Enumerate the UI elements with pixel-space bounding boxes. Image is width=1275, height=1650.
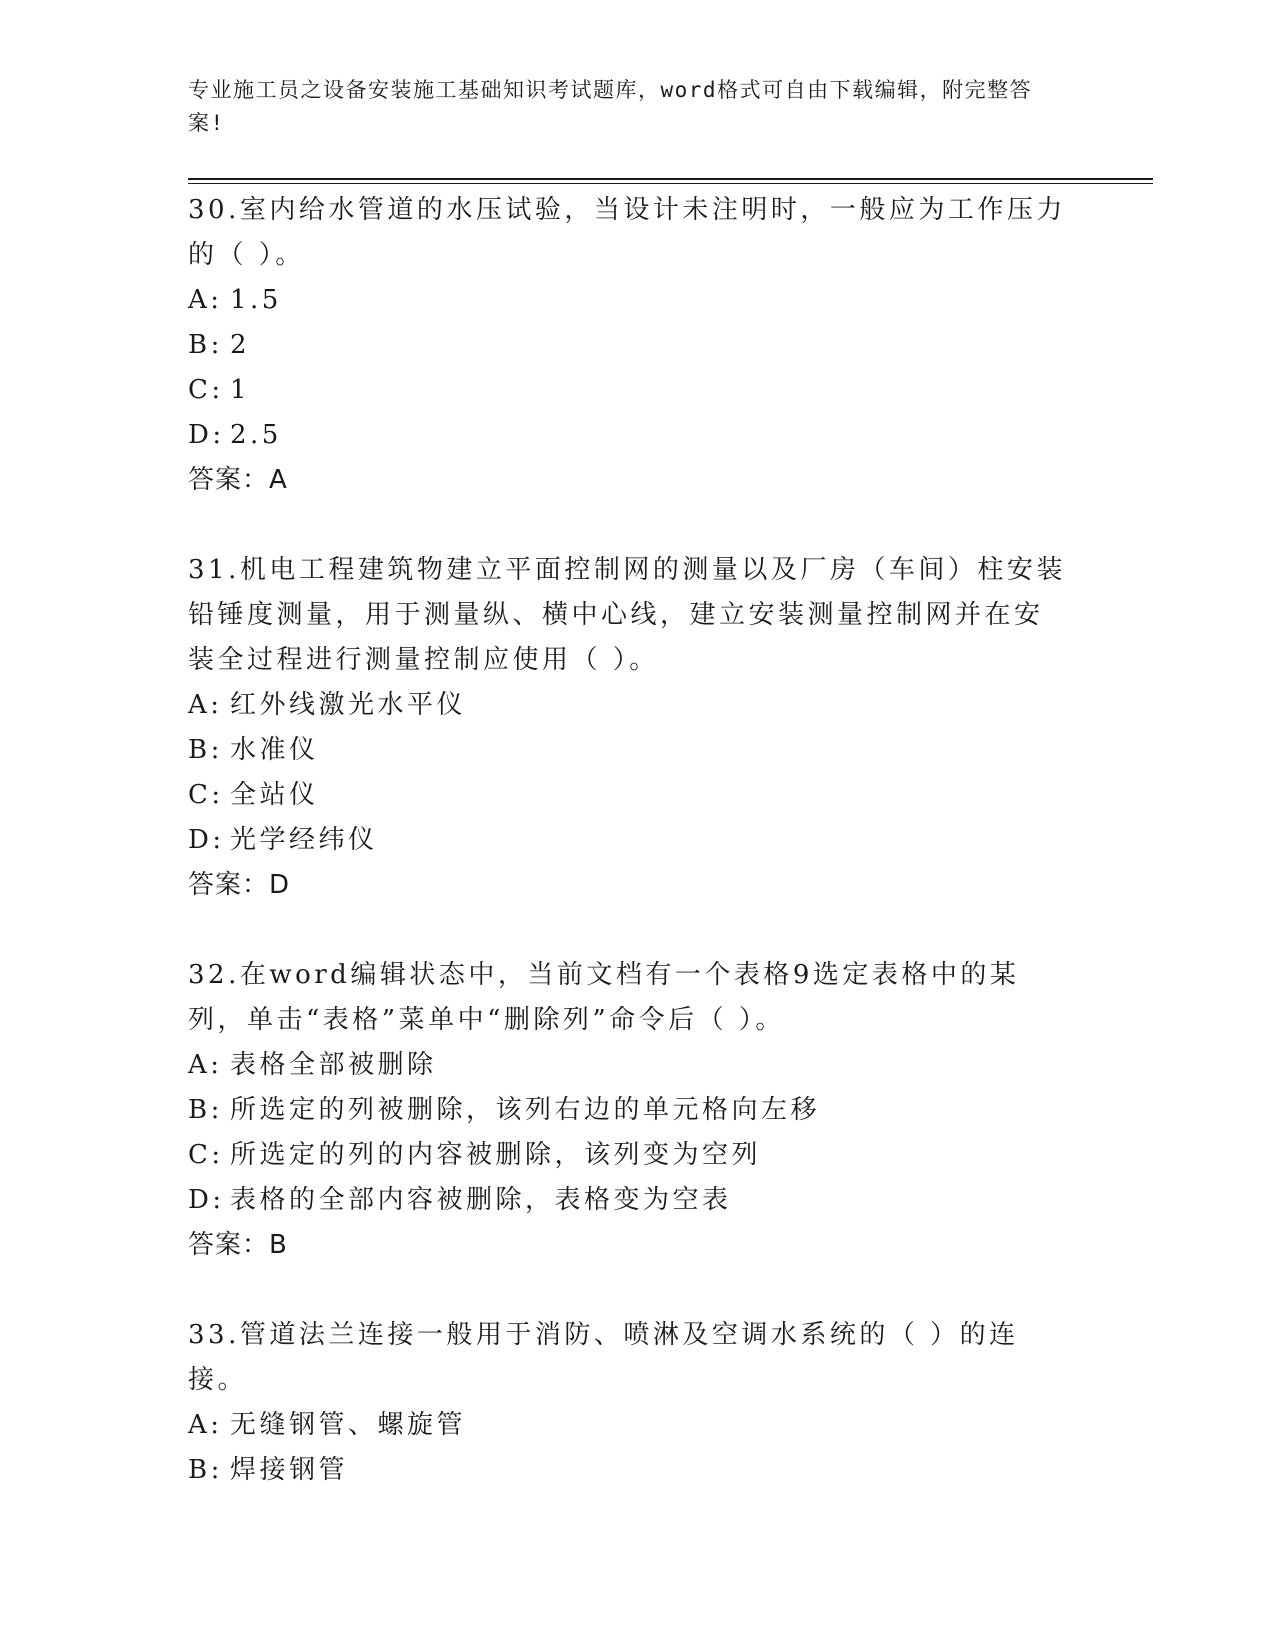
option-text: 2.5 xyxy=(230,420,282,450)
option-a xyxy=(188,683,1088,728)
option-b xyxy=(188,1088,1088,1133)
question-stem: 30.室内给水管道的水压试验，当设计未注明时，一般应为工作压力的（ ）。 xyxy=(188,195,1066,270)
answer-line: 答案：B xyxy=(188,1230,288,1260)
option-a xyxy=(188,1403,1088,1448)
question-stem: 31.机电工程建筑物建立平面控制网的测量以及厂房（车间）柱安装铅锤度测量，用于测量纵、横中心线，建立安装测量控制网并在安装全过程进行测量控制应使用（ ）。 xyxy=(188,555,1066,675)
answer-line: 答案：D xyxy=(188,870,291,900)
question-33 xyxy=(188,1313,1088,1493)
spacer xyxy=(188,503,1088,548)
question-stem: 33.管道法兰连接一般用于消防、喷淋及空调水系统的（ ）的连接。 xyxy=(188,1320,1019,1395)
option-letter: D: xyxy=(188,1185,225,1215)
option-text: 全站仪 xyxy=(230,780,319,810)
option-letter: D: xyxy=(188,825,225,855)
option-text: 表格的全部内容被删除，表格变为空表 xyxy=(230,1185,732,1215)
option-text: 2 xyxy=(230,330,251,360)
question-list xyxy=(188,188,1088,1493)
option-letter: B: xyxy=(188,330,223,360)
header-rule-thin xyxy=(188,183,1153,184)
option-text: 水准仪 xyxy=(230,735,319,765)
option-d xyxy=(188,1178,1088,1223)
option-b xyxy=(188,728,1088,773)
spacer xyxy=(188,908,1088,953)
option-letter: A: xyxy=(188,1050,223,1080)
option-c xyxy=(188,773,1088,818)
option-text: 1.5 xyxy=(230,285,282,315)
spacer xyxy=(188,1268,1088,1313)
option-c xyxy=(188,368,1088,413)
option-letter: B: xyxy=(188,1455,223,1485)
option-letter: C: xyxy=(188,1140,224,1170)
option-d xyxy=(188,818,1088,863)
option-b xyxy=(188,323,1088,368)
option-letter: D: xyxy=(188,420,225,450)
document-header: 专业施工员之设备安装施工基础知识考试题库，word格式可自由下载编辑，附完整答案! xyxy=(188,78,1033,135)
option-letter: C: xyxy=(188,375,224,405)
option-b xyxy=(188,1448,1088,1493)
option-text: 所选定的列被删除，该列右边的单元格向左移 xyxy=(230,1095,821,1125)
question-30 xyxy=(188,188,1088,503)
option-text: 光学经纬仪 xyxy=(230,825,378,855)
header-rule-thick xyxy=(188,178,1153,180)
option-letter: C: xyxy=(188,780,224,810)
option-text: 无缝钢管、螺旋管 xyxy=(230,1410,467,1440)
option-text: 焊接钢管 xyxy=(230,1455,349,1485)
option-a xyxy=(188,1043,1088,1088)
option-letter: A: xyxy=(188,285,223,315)
option-text: 1 xyxy=(230,375,251,405)
option-d xyxy=(188,413,1088,458)
option-letter: A: xyxy=(188,1410,223,1440)
option-text: 红外线激光水平仪 xyxy=(230,690,467,720)
option-c xyxy=(188,1133,1088,1178)
option-a xyxy=(188,278,1088,323)
option-letter: B: xyxy=(188,1095,223,1125)
option-text: 所选定的列的内容被删除，该列变为空列 xyxy=(230,1140,762,1170)
question-32 xyxy=(188,953,1088,1268)
option-letter: B: xyxy=(188,735,223,765)
option-text: 表格全部被删除 xyxy=(230,1050,437,1080)
question-31 xyxy=(188,548,1088,908)
answer-line: 答案：A xyxy=(188,465,288,495)
option-letter: A: xyxy=(188,690,223,720)
question-stem: 32.在word编辑状态中，当前文档有一个表格9选定表格中的某列，单击“表格”菜单中“删除列”命令后（ ）。 xyxy=(188,960,1020,1035)
